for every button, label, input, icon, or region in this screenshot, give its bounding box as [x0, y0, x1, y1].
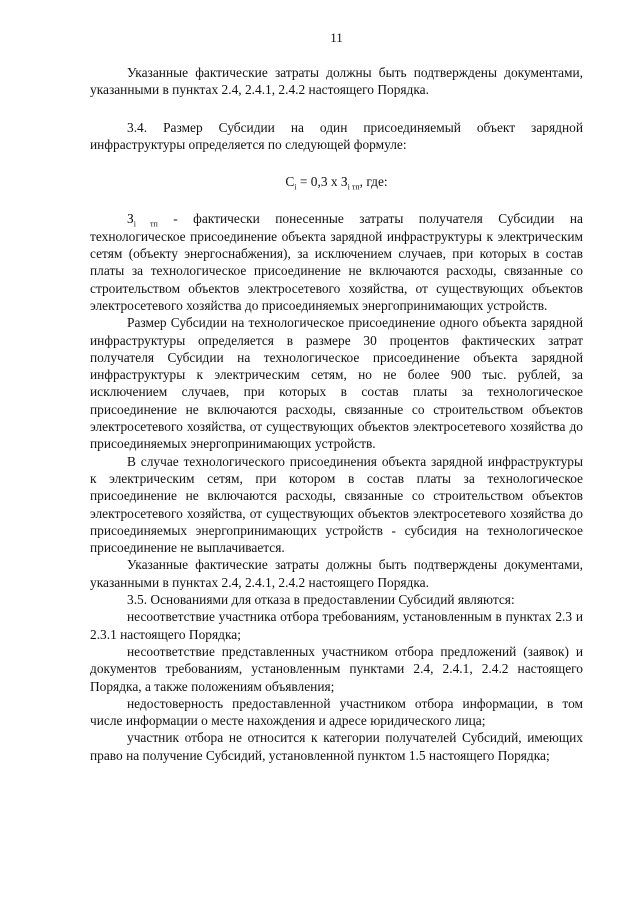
list-item-documents-mismatch: несоответствие представленных участником отбора предложений (заявок) и документов требованиям, установленным пунктами 2.4, 2.4.1, 2.4.2 настоящего Порядка, а также положениям объявления;: [90, 643, 583, 694]
formula-lhs: С: [285, 174, 295, 190]
paragraph-3-4: 3.4. Размер Субсидии на один присоединяемый объект зарядной инфраструктуры определяется по следующей формуле:: [90, 119, 583, 152]
paragraph-no-payment-case: В случае технологического присоединения объекта зарядной инфраструктуры к электрическим сетям, при котором в состав платы за технологическое присоединение не включаются расходы, связанные со строительством объектов электросетевого хозяйства, от существующих объектов электросетевого хозяйства до присоединяемых энергопринимающих устройств - субсидия на технологическое присоединение не выплачивается.: [90, 453, 583, 556]
definition-symbol-subscript: i тп: [133, 220, 158, 230]
paragraph-definition: [90, 210, 583, 314]
list-item-requirements-mismatch: несоответствие участника отбора требованиям, установленным в пунктах 2.3 и 2.3.1 настоящего Порядка;: [90, 609, 583, 642]
formula-mid-subscript: i тп: [347, 182, 360, 192]
formula-mid: = 0,3 x З: [296, 174, 348, 190]
formula-lhs-subscript: i: [294, 182, 297, 192]
paragraph-3-5: 3.5. Основаниями для отказа в предоставлении Субсидий являются:: [127, 592, 515, 608]
list-item-false-information: недостоверность предоставленной участником отбора информации, в том числе информации о месте нахождения и адресе юридического лица;: [90, 695, 583, 729]
list-item-category-mismatch: участник отбора не относится к категории получателей Субсидий, имеющих право на получение Субсидий, установленной пунктом 1.5 настоящего Порядка;: [90, 730, 583, 763]
definition-symbol: З: [127, 211, 134, 227]
paragraph-costs-confirmed-1: Указанные фактические затраты должны быть подтверждены документами, указанными в пунктах 2.4, 2.4.1, 2.4.2 настоящего Порядка.: [90, 65, 583, 98]
paragraph-subsidy-size: Размер Субсидии на технологическое присоединение одного объекта зарядной инфраструктуры определяется в размере 30 процентов фактических затрат получателя Субсидии на технологическое присоединение объекта зарядной инфраструктуры к электрическим сетям, но не более 900 тыс. рублей, за исключением случаев, при которых в состав платы за технологическое присоединение не включаются расходы, связанные со строительством объектов электросетевого хозяйства, от существующих объектов электросетевого хозяйства до присоединяемых энергопринимающих устройств.: [90, 315, 583, 452]
page-number: 11: [330, 30, 343, 45]
formula-tail: , где:: [359, 174, 388, 190]
paragraph-gap: [90, 99, 583, 119]
paragraph-costs-confirmed-2: Указанные фактические затраты должны быть подтверждены документами, указанными в пунктах 2.4, 2.4.1, 2.4.2 настоящего Порядка.: [90, 557, 583, 590]
subsidy-formula: [90, 173, 583, 190]
document-page: [90, 30, 583, 764]
definition-text: - фактически понесенные затраты получателя Субсидии на технологическое присоединение объекта зарядной инфраструктуры к электрическим сетям (объекту энергоснабжения), за исключением случаев, при которых в состав платы за технологическое присоединение не включаются расходы, связанные со строительством объектов электросетевого хозяйства, от существующих объектов электросетевого хозяйства до присоединяемых энергопринимающих устройств.: [90, 211, 584, 313]
